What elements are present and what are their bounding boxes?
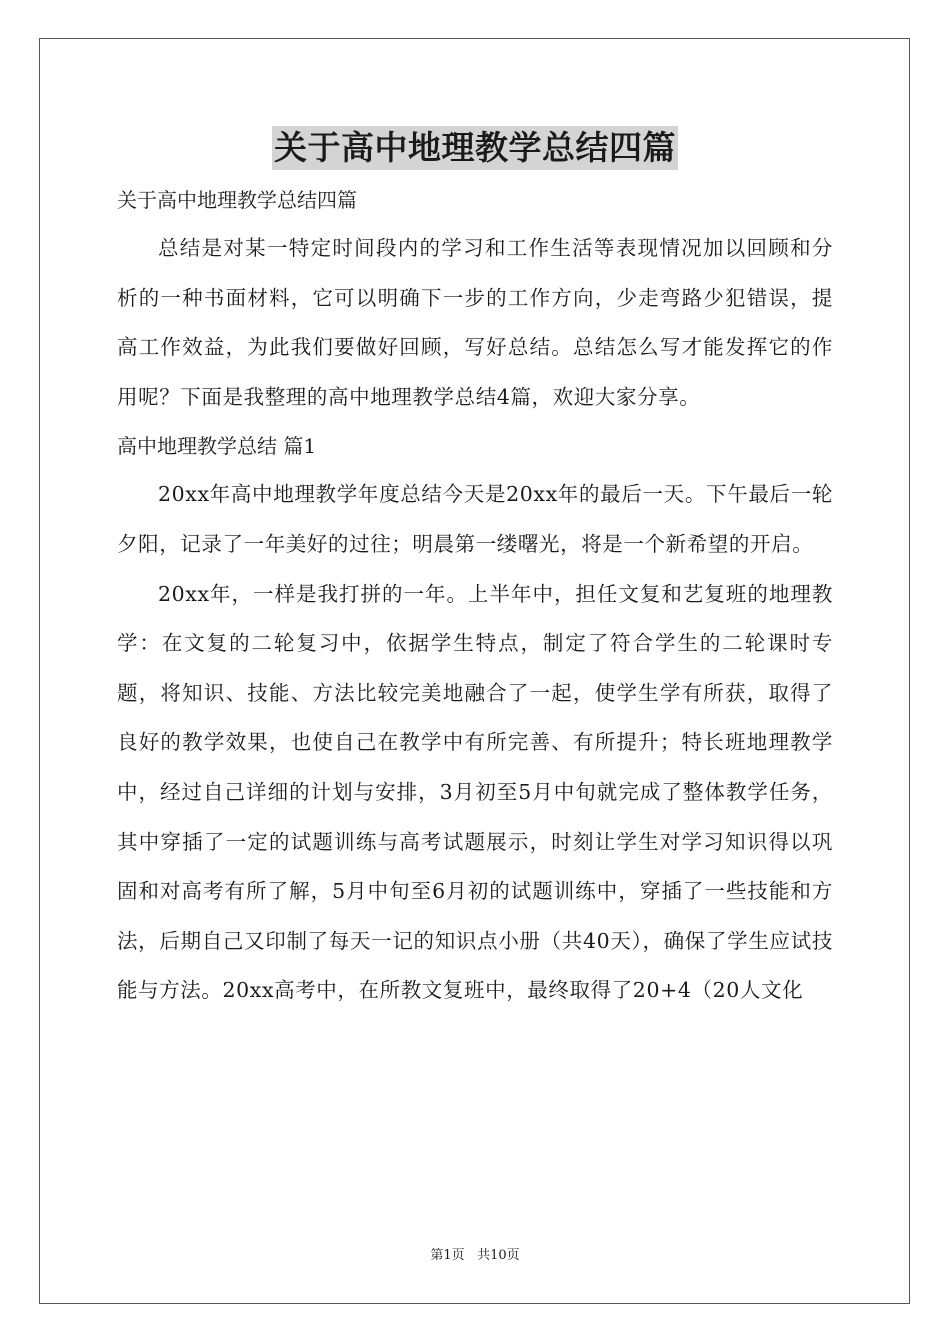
section1-paragraph-1: 20xx年高中地理教学年度总结今天是20xx年的最后一天。下午最后一轮夕阳，记录了一年美好的过往；明晨第一缕曙光，将是一个新希望的开启。 [117, 482, 833, 556]
page-footer [0, 1246, 950, 1266]
page-total: 共10页 [477, 1248, 520, 1263]
document-title: 关于高中地理教学总结四篇 [272, 126, 678, 170]
intro-paragraph: 总结是对某一特定时间段内的学习和工作生活等表现情况加以回顾和分析的一种书面材料，它可以明确下一步的工作方向，少走弯路少犯错误，提高工作效益，为此我们要做好回顾，写好总结。总结怎么写才能发挥它的作用呢？下面是我整理的高中地理教学总结4篇，欢迎大家分享。 [117, 236, 833, 409]
title-area [0, 126, 950, 170]
document-body [117, 176, 833, 1016]
section-heading: 高中地理教学总结 篇1 [117, 434, 317, 459]
document-subtitle: 关于高中地理教学总结四篇 [117, 188, 357, 212]
page-number: 第1页 [430, 1248, 465, 1263]
section1-paragraph-2: 20xx年，一样是我打拼的一年。上半年中，担任文复和艺复班的地理教学：在文复的二轮复习中，依据学生特点，制定了符合学生的二轮课时专题，将知识、技能、方法比较完美地融合了一起，使学生学有所获，取得了良好的教学效果，也使自己在教学中有所完善、有所提升；特长班地理教学中，经过自己详细的计划与安排，3月初至5月中旬就完成了整体教学任务，其中穿插了一定的试题训练与高考试题展示，时刻让学生对学习知识得以巩固和对高考有所了解，5月中旬至6月初的试题训练中，穿插了一些技能和方法，后期自己又印制了每天一记的知识点小册（共40天），确保了学生应试技能与方法。20xx高考中，在所教文复班中，最终取得了20+4（20人文化 [117, 581, 833, 1003]
